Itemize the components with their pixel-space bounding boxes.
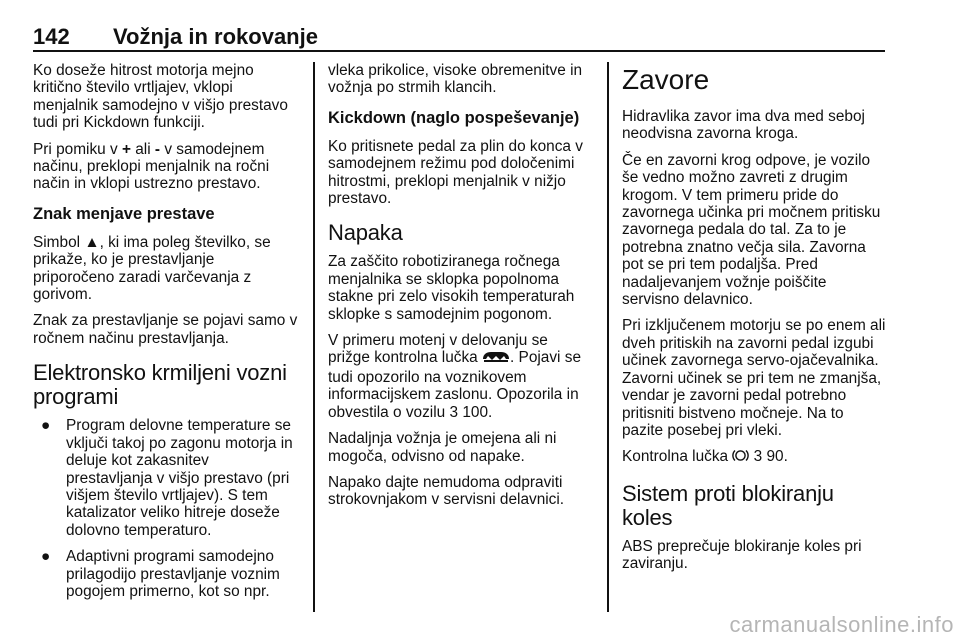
list-item: ● Adaptivni programi samodejno prilagodijo prestavljanje voznim pogojem primerno, kot so npr. bbox=[41, 548, 280, 600]
watermark: carmanualsonline.info bbox=[729, 612, 954, 637]
paragraph-continuation: vleka prikolice, visoke obremenitve in vožnja po strmih klancih. bbox=[328, 62, 583, 97]
page-reference-number[interactable]: 100 bbox=[462, 403, 489, 421]
bullet-icon: ● bbox=[41, 548, 51, 566]
running-title: Vožnja in rokovanje bbox=[113, 24, 318, 49]
page-reference-arrow-icon: 3 bbox=[753, 448, 763, 466]
paragraph-circuit-failure: Če en zavorni krog odpove, je vozilo še vedno možno zavreti z drugim krogom. V tem primeru pride do zavornega učinka pri močnem pritisku zavornega pedala do tal. Za to je potrebna znatno večja sila. Zavorna pot se pri tem podaljša. Pred nadaljevanjem vožnje poiščite servisno delavnico. bbox=[622, 151, 881, 309]
paragraph-manual-shift: Pri pomiku v + ali - v samodejnem načinu, preklopi menjalnik na ročni način in vklopi ustrezno prestavo. bbox=[33, 140, 270, 193]
column-1 bbox=[33, 62, 299, 622]
paragraph-shift-symbol: Simbol ▲, ki ima poleg številko, se prikaže, ko je prestavljanje priporočeno zaradi varčevanja z gorivom. bbox=[33, 233, 271, 304]
paragraph-clutch-protection: Za zaščito robotiziranega ročnega menjalnika se sklopka popolnoma stakne pri zelo visokih temperaturah sklopke s samodejnim pogonom. bbox=[328, 253, 575, 323]
page-number: 142 bbox=[33, 24, 70, 49]
heading-driving-programs: Elektronsko krmiljeni vozni programi bbox=[33, 360, 287, 410]
page-reference-arrow-icon: 3 bbox=[449, 403, 459, 421]
programs-list bbox=[33, 417, 299, 600]
column-divider-2 bbox=[607, 62, 609, 612]
column-2 bbox=[328, 62, 594, 622]
triangle-up-icon: ▲ bbox=[84, 233, 100, 251]
brake-warning-icon bbox=[732, 448, 749, 467]
list-item: ● Program delovne temperature se vključi takoj po zagonu motorja in deluje kot zakasnitev prestavljanja v višjo prestavo (pri višjem število vrtljajev). S tem katalizator veliko hitreje doseže dolovno temperaturo. bbox=[41, 417, 293, 539]
heading-abs: Sistem proti blokiranju koles bbox=[622, 480, 834, 530]
heading-brakes: Zavore bbox=[622, 64, 710, 95]
paragraph-limited-driving: Nadaljnja vožnja je omejena ali ni mogoča, odvisno od napake. bbox=[328, 430, 557, 465]
paragraph-max-rpm: Ko doseže hitrost motorja mejno kritično število vrtljajev, vklopi menjalnik samodejno v višjo prestavo tudi pri Kickdown funkciji. bbox=[33, 62, 288, 132]
paragraph-brake-circuits: Hidravlika zavor ima dva med seboj neodvisna zavorna kroga. bbox=[622, 108, 865, 143]
bullet-icon: ● bbox=[41, 417, 51, 435]
paragraph-repair-advice: Napako dajte nemudoma odpraviti strokovnjakom v servisni delavnici. bbox=[328, 473, 565, 509]
minus-symbol: - bbox=[154, 140, 161, 158]
page-reference-number[interactable]: 90 bbox=[766, 448, 784, 466]
column-divider-1 bbox=[313, 62, 315, 612]
paragraph-kickdown: Ko pritisnete pedal za plin do konca v samodejnem režimu pod določenimi hitrostmi, preklopi menjalnik v nižjo prestavo. bbox=[328, 137, 583, 208]
plus-symbol: + bbox=[121, 140, 131, 158]
paragraph-abs: ABS preprečuje blokiranje koles pri zaviranju. bbox=[622, 537, 862, 573]
paragraph-manual-mode-only: Znak za prestavljanje se pojavi samo v ročnem načinu prestavljanja. bbox=[33, 312, 298, 347]
paragraph-brake-light: Kontrolna lučka 3 90. bbox=[622, 448, 888, 467]
column-3 bbox=[622, 62, 888, 622]
heading-kickdown: Kickdown (naglo pospeševanje) bbox=[328, 108, 580, 127]
header-rule bbox=[33, 50, 885, 52]
paragraph-warning-light: V primeru motenj v delovanju se prižge kontrolna lučka . Pojavi se tudi opozorilo na voznikovem informacijskem zaslonu. Opozorila in obvestila o vozilu 3 100. bbox=[328, 332, 582, 421]
heading-gear-indicator: Znak menjave prestave bbox=[33, 204, 215, 223]
gearbox-warning-icon bbox=[482, 350, 510, 368]
page-header bbox=[33, 24, 885, 50]
heading-fault: Napaka bbox=[328, 220, 403, 246]
paragraph-engine-off: Pri izključenem motorju se po enem ali dveh pritiskih na zavorni pedal izgubi učinek zavornega servo-ojačevalnika. Zavorni učinek se pri tem ne zmanjša, vendar je zavorni pedal potrebno pritisniti bistveno močneje. Na to pazite posebej pri vleki. bbox=[622, 317, 886, 439]
